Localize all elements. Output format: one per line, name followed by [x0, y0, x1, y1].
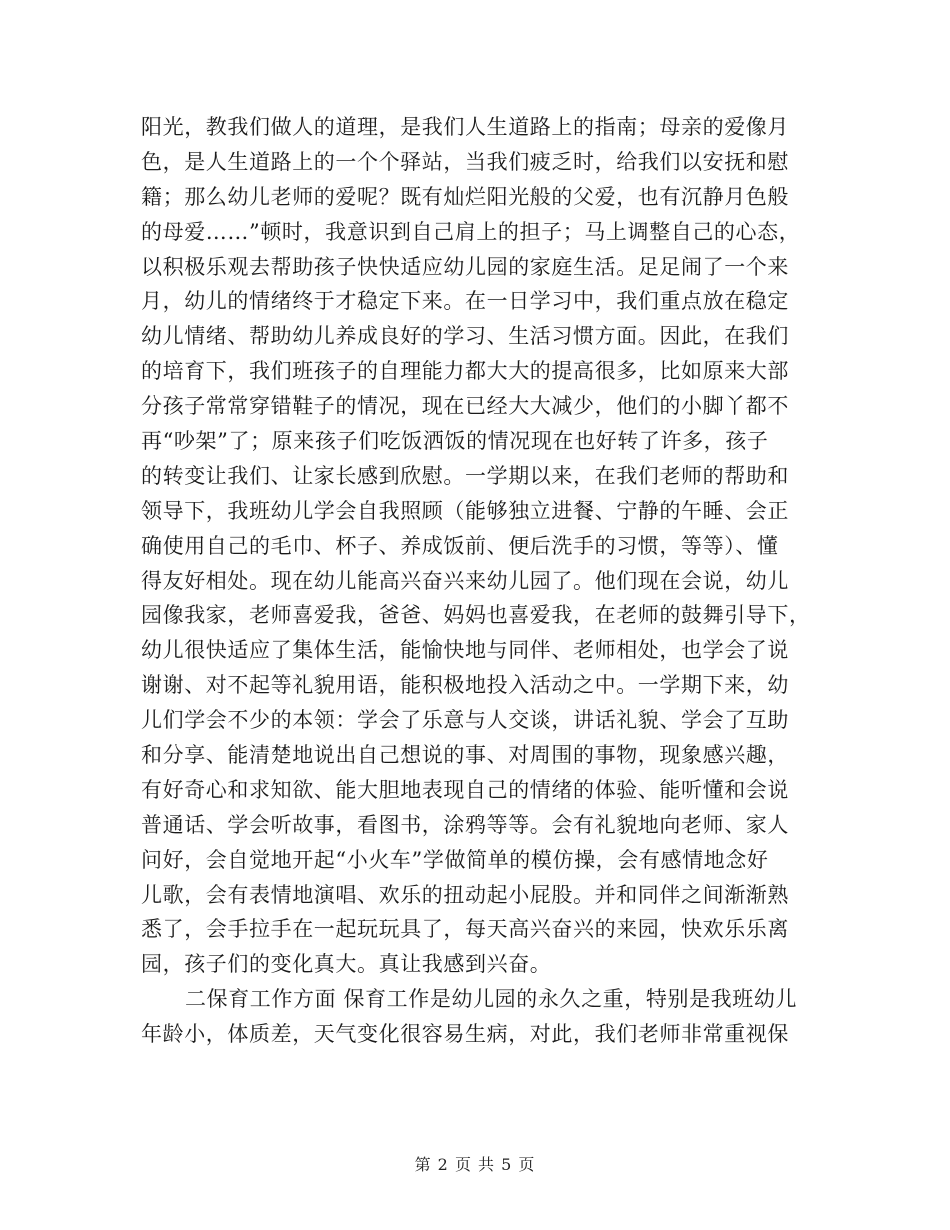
text-line: 园，孩子们的变化真大。真让我感到兴奋。	[141, 952, 552, 977]
text-line: 得友好相处。现在幼儿能高兴奋兴来幼儿园了。他们现在会说，幼儿	[141, 568, 789, 593]
text-line: 以积极乐观去帮助孩子快快适应幼儿园的家庭生活。足足闹了一个来	[141, 254, 789, 279]
text-line: 谢谢、对不起等礼貌用语，能积极地投入活动之中。一学期下来，幼	[141, 673, 789, 698]
text-line: 幼儿很快适应了集体生活，能愉快地与同伴、老师相处，也学会了说	[141, 638, 789, 663]
body-text	[141, 110, 811, 1052]
text-line: 幼儿情绪、帮助幼儿养成良好的学习、生活习惯方面。因此，在我们	[141, 324, 789, 349]
text-line: 园像我家，老师喜爱我，爸爸、妈妈也喜爱我，在老师的鼓舞引导下，	[141, 603, 811, 628]
text-line: 再“吵架”了；原来孩子们吃饭洒饭的情况现在也好转了许多，孩子	[141, 429, 769, 454]
text-line: 分孩子常常穿错鞋子的情况，现在已经大大减少，他们的小脚丫都不	[141, 394, 789, 419]
text-line: 年龄小，体质差，天气变化很容易生病，对此，我们老师非常重视保	[141, 1022, 789, 1047]
text-line: 儿们学会不少的本领：学会了乐意与人交谈，讲话礼貌、学会了互助	[141, 708, 789, 733]
text-line: 普通话、学会听故事，看图书，涂鸦等等。会有礼貌地向老师、家人	[141, 812, 789, 837]
text-line: 儿歌，会有表情地演唱、欢乐的扭动起小屁股。并和同伴之间渐渐熟	[141, 882, 789, 907]
text-line: 问好，会自觉地开起“小火车”学做简单的模仿操，会有感情地念好	[141, 847, 769, 872]
text-line: 有好奇心和求知欲、能大胆地表现自己的情绪的体验、能听懂和会说	[141, 777, 789, 802]
text-line: 领导下，我班幼儿学会自我照顾（能够独立进餐、宁静的午睡、会正	[141, 498, 789, 523]
text-line: 的培育下，我们班孩子的自理能力都大大的提高很多，比如原来大部	[141, 359, 789, 384]
section-heading-line: 二保育工作方面 保育工作是幼儿园的永久之重，特别是我班幼儿	[185, 987, 798, 1012]
text-line: 悉了，会手拉手在一起玩玩具了，每天高兴奋兴的来园，快欢乐乐离	[141, 917, 789, 942]
text-line: 月，幼儿的情绪终于才稳定下来。在一日学习中，我们重点放在稳定	[141, 289, 789, 314]
text-line: 的转变让我们、让家长感到欣慰。一学期以来，在我们老师的帮助和	[141, 463, 789, 488]
text-line: 阳光，教我们做人的道理，是我们人生道路上的指南；母亲的爱像月	[141, 115, 789, 139]
text-line: 和分享、能清楚地说出自己想说的事、对周围的事物，现象感兴趣，	[141, 743, 789, 768]
text-line: 籍；那么幼儿老师的爱呢？既有灿烂阳光般的父爱，也有沉静月色般	[141, 184, 789, 209]
text-line: 色，是人生道路上的一个个驿站，当我们疲乏时，给我们以安抚和慰	[141, 149, 789, 174]
text-line: 确使用自己的毛巾、杯子、养成饭前、便后洗手的习惯，等等）、懂	[141, 533, 779, 558]
page-number-footer: 第 2 页 共 5 页	[414, 1155, 536, 1174]
text-line: 的母爱……”顿时，我意识到自己肩上的担子；马上调整自己的心态，	[141, 219, 801, 244]
